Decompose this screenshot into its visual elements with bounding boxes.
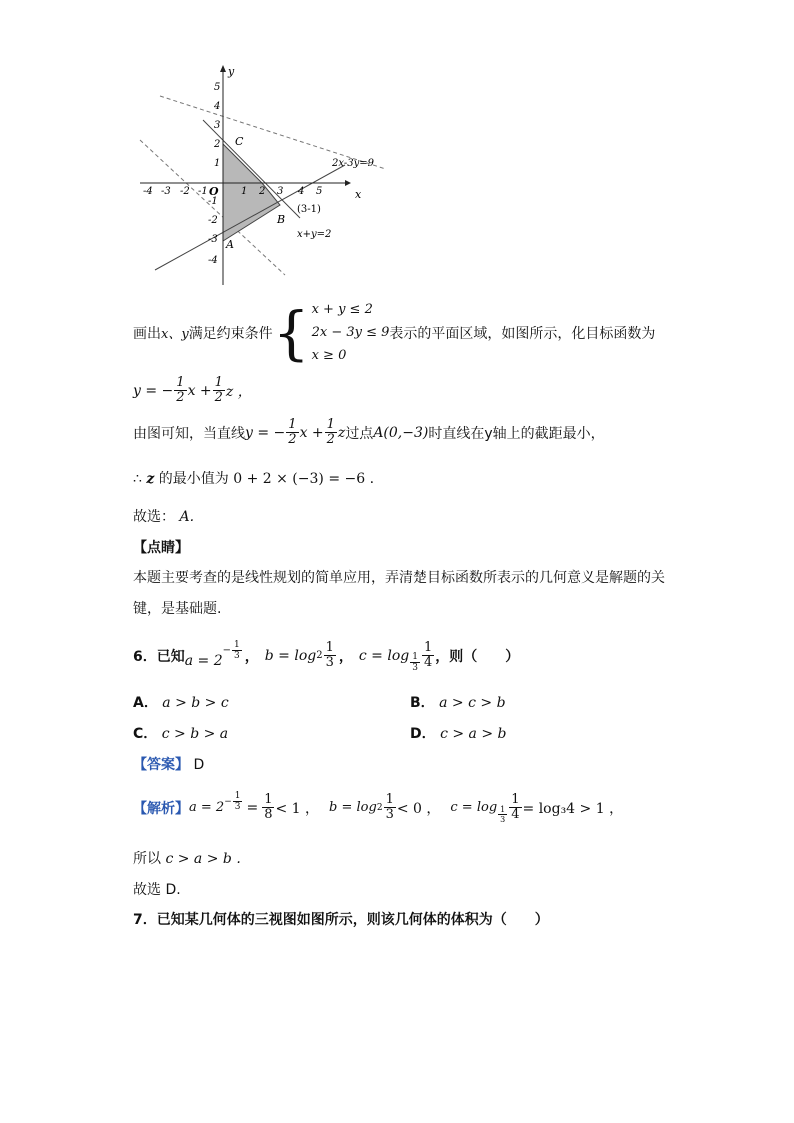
y-tick: 3 bbox=[214, 120, 221, 131]
choose-label: 故选： bbox=[133, 509, 175, 525]
option-B-value: a > c > b bbox=[439, 695, 506, 711]
x-tick: 4 bbox=[298, 186, 305, 197]
x-tick: 2 bbox=[259, 186, 266, 197]
note-text-2: 键，是基础题. bbox=[133, 601, 222, 617]
analysis-a-exp-num: 1 bbox=[234, 791, 241, 801]
analysis-a-frac-num: 1 bbox=[264, 792, 273, 807]
x-tick: -1 bbox=[198, 186, 208, 197]
q6-c-base-den: 3 bbox=[412, 663, 418, 673]
analysis-c-tail: = log₃4 > 1 ， bbox=[522, 800, 624, 817]
line3-mid: 过点 bbox=[345, 425, 374, 442]
question-7: 7．已知某几何体的三视图如图所示，则该几何体的体积为（ ） bbox=[133, 912, 549, 928]
objective-z: z ， bbox=[225, 383, 252, 400]
linear-programming-graph bbox=[135, 60, 385, 290]
choose-line bbox=[133, 506, 194, 526]
q6-a-exp-num: 1 bbox=[234, 640, 240, 650]
option-A[interactable] bbox=[133, 692, 229, 712]
q6-c-num: 1 bbox=[423, 640, 433, 655]
point-B-label: B bbox=[277, 213, 286, 226]
analysis-c-num: 1 bbox=[511, 792, 520, 807]
q6-b-expr: b = log bbox=[264, 647, 317, 664]
answer-line bbox=[133, 754, 204, 774]
answer-label: 【答案】 bbox=[133, 757, 189, 773]
x-axis-label: x bbox=[355, 188, 362, 201]
y-ticks bbox=[208, 82, 220, 266]
q6-c-expr: c = log bbox=[358, 647, 410, 664]
point-C-label: C bbox=[235, 135, 244, 148]
constraint-system bbox=[273, 298, 390, 367]
dashed-line-upper bbox=[160, 96, 385, 185]
x-tick: -2 bbox=[180, 186, 190, 197]
q6-a-exponent bbox=[223, 640, 243, 661]
draw-vars: x、y bbox=[161, 327, 189, 342]
y-tick: -1 bbox=[208, 196, 218, 207]
draw-mid: 满足约束条件 bbox=[188, 325, 273, 342]
y-tick: 1 bbox=[214, 158, 221, 169]
point-B-coord: (3-1) bbox=[297, 204, 321, 215]
x-tick: 1 bbox=[241, 186, 248, 197]
q6-choose: 故选 D. bbox=[133, 882, 181, 898]
analysis-a-tail: < 1 ， bbox=[275, 800, 320, 817]
objective-x: x + bbox=[187, 382, 212, 399]
option-A-value: a > b > c bbox=[162, 695, 229, 711]
line3-suffix: 时直线在y轴上的截距最小， bbox=[428, 425, 605, 442]
draw-region-line bbox=[133, 298, 655, 367]
constraint-2: 2x − 3y ≤ 9 bbox=[311, 325, 390, 340]
y-tick: 5 bbox=[214, 82, 221, 93]
feasible-region bbox=[223, 144, 280, 241]
analysis-label: 【解析】 bbox=[133, 800, 189, 817]
analysis-a-exponent bbox=[224, 791, 243, 812]
option-B-label: B． bbox=[410, 695, 435, 711]
fraction-half: $\frac{1}{2}$ bbox=[326, 417, 335, 447]
objective-y: y = − bbox=[133, 382, 174, 399]
so-value: c > a > b . bbox=[165, 851, 241, 867]
x-tick: 3 bbox=[277, 186, 284, 197]
objective-y-inline: y = − bbox=[245, 424, 286, 441]
y-axis-label: y bbox=[228, 65, 235, 78]
min-value-line bbox=[133, 468, 374, 488]
line-x-plus-y-label: x+y=2 bbox=[297, 229, 332, 240]
option-A-label: A． bbox=[133, 695, 158, 711]
y-axis-arrow bbox=[220, 65, 226, 72]
analysis-b-num: 1 bbox=[385, 792, 394, 807]
x-axis-arrow bbox=[345, 180, 351, 186]
q6-b-base: 2 bbox=[316, 650, 323, 661]
answer-value: D bbox=[193, 757, 205, 773]
line4-expr: 0 + 2 × (−3) = −6 . bbox=[233, 471, 375, 487]
choose-value: A. bbox=[179, 509, 195, 525]
fraction-half: $\frac{1}{2}$ bbox=[176, 375, 185, 405]
q6-a-expr: a = 2 bbox=[184, 652, 223, 669]
analysis-b-base: 2 bbox=[376, 802, 383, 813]
x-tick: -3 bbox=[161, 186, 171, 197]
fraction-half: $\frac{1}{2}$ bbox=[214, 375, 223, 405]
z-var: z bbox=[146, 471, 155, 487]
q6-b-den: 3 bbox=[325, 655, 334, 670]
y-tick: 4 bbox=[214, 101, 221, 112]
draw-suffix: 表示的平面区域，如图所示，化目标函数为 bbox=[389, 325, 656, 342]
option-B[interactable] bbox=[410, 692, 506, 712]
option-C-label: C． bbox=[133, 726, 158, 742]
y-tick: -2 bbox=[208, 215, 218, 226]
x-tick: -4 bbox=[143, 186, 153, 197]
note-heading: 【点睛】 bbox=[133, 540, 189, 556]
option-C[interactable] bbox=[133, 723, 228, 743]
q6-c-den: 4 bbox=[423, 655, 433, 670]
option-D[interactable] bbox=[410, 723, 507, 743]
analysis-b: b = log bbox=[329, 800, 377, 815]
line3-point: A(0,−3) bbox=[373, 424, 429, 441]
q6-prefix: 6．已知 bbox=[133, 648, 185, 665]
q6-c-base-num: 1 bbox=[412, 652, 418, 662]
so-prefix: 所以 bbox=[133, 851, 161, 867]
y-tick: 2 bbox=[214, 139, 221, 150]
analysis-b-den: 3 bbox=[385, 807, 394, 822]
constraint-1: x + y ≤ 2 bbox=[311, 302, 373, 317]
point-A-label: A bbox=[226, 238, 234, 251]
option-C-value: c > b > a bbox=[161, 726, 229, 742]
analysis-c-base-num: 1 bbox=[500, 805, 506, 814]
q6-a-exp-minus: − bbox=[222, 645, 232, 656]
analysis-a-frac-den: 8 bbox=[264, 807, 273, 822]
note-text-1: 本题主要考查的是线性规划的简单应用，弄清楚目标函数所表示的几何意义是解题的关 bbox=[133, 570, 665, 586]
analysis-a: a = 2 bbox=[189, 800, 225, 815]
analysis-a-exp-minus: − bbox=[224, 796, 232, 807]
q6-suffix: ，则（ ） bbox=[435, 648, 520, 665]
draw-prefix: 画出 bbox=[133, 325, 161, 342]
analysis-c: c = log bbox=[450, 800, 498, 815]
option-D-label: D． bbox=[410, 726, 436, 742]
y-tick: -3 bbox=[208, 234, 218, 245]
therefore-symbol: ∴ bbox=[133, 471, 142, 487]
constraint-3: x ≥ 0 bbox=[311, 348, 347, 363]
x-tick: 5 bbox=[316, 186, 323, 197]
objective-x-inline: x + bbox=[299, 424, 324, 441]
fraction-half: $\frac{1}{2}$ bbox=[288, 417, 297, 447]
so-line bbox=[133, 848, 241, 868]
option-D-value: c > a > b bbox=[440, 726, 507, 742]
analysis-a-exp-den: 3 bbox=[234, 802, 241, 812]
analysis-c-base-den: 3 bbox=[500, 815, 506, 824]
line3-prefix: 由图可知，当直线 bbox=[133, 425, 245, 442]
left-brace: { bbox=[272, 298, 310, 367]
analysis-b-tail: < 0 ， bbox=[396, 800, 441, 817]
analysis-c-den: 4 bbox=[511, 807, 520, 822]
y-tick: -4 bbox=[208, 255, 218, 266]
objective-function bbox=[133, 376, 252, 405]
q6-b-num: 1 bbox=[325, 640, 334, 655]
line4-mid: 的最小值为 bbox=[158, 471, 229, 487]
origin-label: O bbox=[209, 185, 219, 198]
question-6: 6．已知 a = 2 − $\frac{1}{3}$ ， b = log 2 $\frac{1}{3}$ ， c = log $\frac{1}{3}$ $\frac{1}{4}$ ，则（ ） bbox=[133, 640, 520, 673]
intercept-line: 由图可知，当直线 y = − $\frac{1}{2}$ x + $\frac{1}{2}$ z 过点 A(0,−3) 时直线在y轴上的截距最小， bbox=[133, 417, 605, 447]
line-2x-minus-3y-label: 2x-3y=9 bbox=[332, 158, 374, 169]
analysis-line: 【解析】 a = 2 − $\frac{1}{3}$ = $\frac{1}{8}$ < 1 ， b = log 2 $\frac{1}{3}$ < 0 ， c = log $\frac{1}{3}$ $\frac{1}{4}$ = log₃4 > 1 ， bbox=[133, 791, 624, 824]
q6-a-exp-den: 3 bbox=[234, 651, 240, 661]
